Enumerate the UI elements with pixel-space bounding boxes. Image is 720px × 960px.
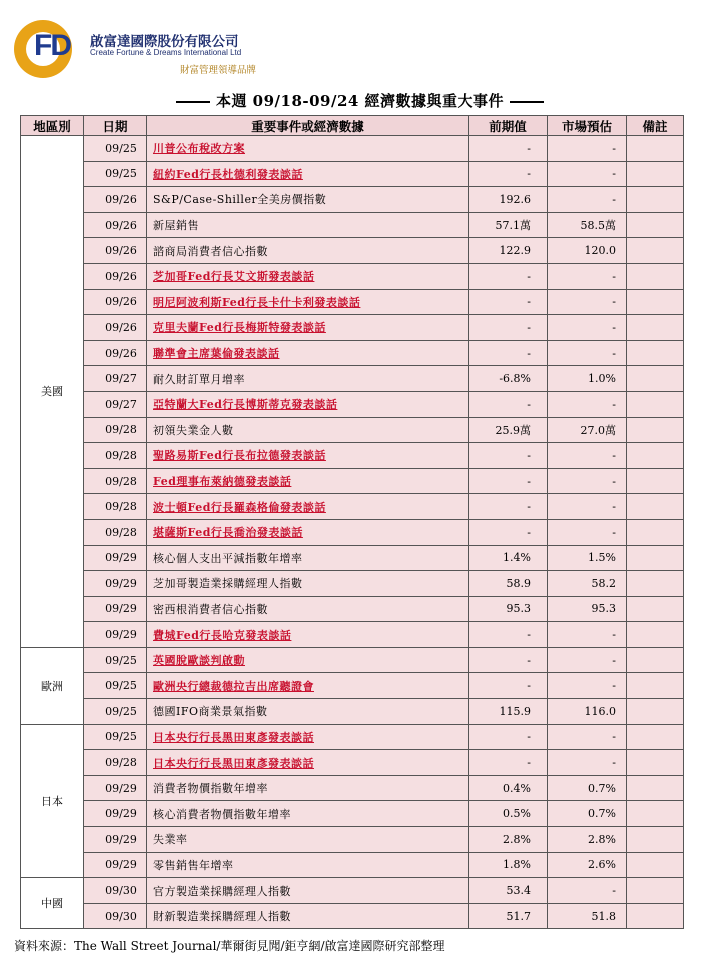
forecast-value-cell: - [548,315,627,341]
note-cell [627,136,684,162]
date-cell: 09/25 [84,161,147,187]
table-row [21,903,684,929]
forecast-value-cell: - [548,673,627,699]
region-cell: 中國 [21,878,84,929]
event-cell: 亞特蘭大Fed行長博斯蒂克發表談話 [147,391,469,417]
table-row [21,417,684,443]
date-cell: 09/29 [84,801,147,827]
forecast-value-cell: 2.8% [548,827,627,853]
date-cell: 09/28 [84,494,147,520]
event-cell: 明尼阿波利斯Fed行長卡什卡利發表談話 [147,289,469,315]
date-cell: 09/30 [84,878,147,904]
header-forecast: 市場預估 [548,116,627,136]
event-cell: 歐洲央行總裁德拉吉出席聽證會 [147,673,469,699]
previous-value-cell: 58.9 [469,571,548,597]
note-cell [627,289,684,315]
previous-value-cell: 115.9 [469,699,548,725]
forecast-value-cell: - [548,750,627,776]
date-cell: 09/28 [84,417,147,443]
date-cell: 09/28 [84,443,147,469]
region-cell: 歐洲 [21,647,84,724]
forecast-value-cell: - [548,468,627,494]
note-cell [627,775,684,801]
source-footnote: 資料來源：The Wall Street Journal/華爾街見聞/鉅亨網/啟富達國際研究部整理 [14,939,445,953]
table-row [21,212,684,238]
date-cell: 09/25 [84,647,147,673]
table-row [21,136,684,162]
event-cell: 消費者物價指數年增率 [147,775,469,801]
table-row [21,161,684,187]
forecast-value-cell: 0.7% [548,801,627,827]
previous-value-cell: 51.7 [469,903,548,929]
previous-value-cell: - [469,673,548,699]
date-cell: 09/28 [84,468,147,494]
event-cell: 川普公布稅改方案 [147,136,469,162]
event-cell: 克里夫蘭Fed行長梅斯特發表談話 [147,315,469,341]
note-cell [627,494,684,520]
event-cell: 堪薩斯Fed行長喬治發表談話 [147,519,469,545]
note-cell [627,750,684,776]
note-cell [627,596,684,622]
note-cell [627,417,684,443]
forecast-value-cell: 51.8 [548,903,627,929]
date-cell: 09/26 [84,187,147,213]
previous-value-cell: 57.1萬 [469,212,548,238]
date-cell: 09/26 [84,238,147,264]
forecast-value-cell: 58.5萬 [548,212,627,238]
previous-value-cell: -6.8% [469,366,548,392]
table-row [21,647,684,673]
events-table [20,115,684,929]
note-cell [627,673,684,699]
title-dash-left [176,101,210,103]
previous-value-cell: - [469,443,548,469]
date-cell: 09/29 [84,775,147,801]
previous-value-cell: - [469,724,548,750]
event-cell: 芝加哥Fed行長艾文斯發表談話 [147,263,469,289]
note-cell [627,545,684,571]
company-english-name: Create Fortune & Dreams International Ltd [90,48,242,57]
table-row [21,468,684,494]
date-cell: 09/28 [84,519,147,545]
note-cell [627,391,684,417]
event-cell: S&P/Case-Shiller全美房價指數 [147,187,469,213]
table-row [21,775,684,801]
table-row [21,571,684,597]
date-cell: 09/30 [84,903,147,929]
note-cell [627,187,684,213]
previous-value-cell: - [469,340,548,366]
event-cell: 諮商局消費者信心指數 [147,238,469,264]
previous-value-cell: 0.5% [469,801,548,827]
previous-value-cell: 1.8% [469,852,548,878]
table-row [21,263,684,289]
event-cell: 芝加哥製造業採購經理人指數 [147,571,469,597]
note-cell [627,366,684,392]
note-cell [627,315,684,341]
table-row [21,340,684,366]
date-cell: 09/26 [84,315,147,341]
event-cell: 德國IFO商業景氣指數 [147,699,469,725]
forecast-value-cell: 1.0% [548,366,627,392]
date-cell: 09/26 [84,340,147,366]
table-row [21,878,684,904]
event-cell: 官方製造業採購經理人指數 [147,878,469,904]
note-cell [627,724,684,750]
event-cell: 費城Fed行長哈克發表談話 [147,622,469,648]
table-body [21,136,684,929]
forecast-value-cell: - [548,136,627,162]
table-row [21,724,684,750]
title-text: 本週 09/18-09/24 經濟數據與重大事件 [215,92,505,110]
forecast-value-cell: 1.5% [548,545,627,571]
note-cell [627,443,684,469]
previous-value-cell: - [469,468,548,494]
previous-value-cell: 25.9萬 [469,417,548,443]
event-cell: 密西根消費者信心指數 [147,596,469,622]
table-row [21,289,684,315]
event-cell: 日本央行行長黑田東彥發表談話 [147,724,469,750]
previous-value-cell: 53.4 [469,878,548,904]
table-row [21,750,684,776]
forecast-value-cell: - [548,519,627,545]
forecast-value-cell: - [548,340,627,366]
previous-value-cell: 122.9 [469,238,548,264]
date-cell: 09/28 [84,750,147,776]
note-cell [627,699,684,725]
forecast-value-cell: - [548,187,627,213]
page-title [0,90,720,111]
forecast-value-cell: - [548,289,627,315]
date-cell: 09/27 [84,391,147,417]
previous-value-cell: - [469,136,548,162]
previous-value-cell: - [469,315,548,341]
note-cell [627,161,684,187]
forecast-value-cell: 95.3 [548,596,627,622]
event-cell: 新屋銷售 [147,212,469,238]
date-cell: 09/25 [84,673,147,699]
note-cell [627,340,684,366]
date-cell: 09/25 [84,724,147,750]
date-cell: 09/29 [84,545,147,571]
forecast-value-cell: 0.7% [548,775,627,801]
date-cell: 09/29 [84,596,147,622]
table-row [21,519,684,545]
previous-value-cell: - [469,622,548,648]
header-note: 備註 [627,116,684,136]
note-cell [627,468,684,494]
note-cell [627,212,684,238]
note-cell [627,903,684,929]
table-row [21,494,684,520]
previous-value-cell: - [469,647,548,673]
company-name: 啟富達國際股份有限公司 [90,34,239,49]
event-cell: 波士頓Fed行長羅森格倫發表談話 [147,494,469,520]
header-previous: 前期值 [469,116,548,136]
header-date: 日期 [84,116,147,136]
table-row [21,238,684,264]
forecast-value-cell: - [548,443,627,469]
table-row [21,827,684,853]
event-cell: 聖路易斯Fed行長布拉德發表談話 [147,443,469,469]
event-cell: 英國脫歐談判啟動 [147,647,469,673]
forecast-value-cell: 120.0 [548,238,627,264]
date-cell: 09/26 [84,289,147,315]
region-cell: 美國 [21,136,84,648]
logo-mark: FD [34,29,70,62]
note-cell [627,647,684,673]
table-header-row [21,116,684,136]
note-cell [627,238,684,264]
date-cell: 09/26 [84,212,147,238]
table-row [21,852,684,878]
note-cell [627,571,684,597]
previous-value-cell: 2.8% [469,827,548,853]
date-cell: 09/25 [84,699,147,725]
forecast-value-cell: 116.0 [548,699,627,725]
event-cell: 零售銷售年增率 [147,852,469,878]
previous-value-cell: - [469,750,548,776]
company-slogan: 財富管理領導品牌 [180,65,257,76]
table-row [21,366,684,392]
table-row [21,443,684,469]
event-cell: 日本央行行長黑田東彥發表談話 [147,750,469,776]
previous-value-cell: - [469,161,548,187]
event-cell: 財新製造業採購經理人指數 [147,903,469,929]
event-cell: 紐約Fed行長杜德利發表談話 [147,161,469,187]
table-row [21,545,684,571]
company-logo [14,20,257,84]
note-cell [627,852,684,878]
previous-value-cell: - [469,494,548,520]
forecast-value-cell: 2.6% [548,852,627,878]
title-dash-right [510,101,544,103]
header-event: 重要事件或經濟數據 [147,116,469,136]
date-cell: 09/25 [84,136,147,162]
previous-value-cell: - [469,519,548,545]
table-row [21,315,684,341]
table-row [21,596,684,622]
forecast-value-cell: - [548,391,627,417]
event-cell: 耐久財訂單月增率 [147,366,469,392]
table-row [21,699,684,725]
forecast-value-cell: - [548,724,627,750]
table-row [21,673,684,699]
note-cell [627,878,684,904]
note-cell [627,827,684,853]
date-cell: 09/29 [84,622,147,648]
forecast-value-cell: - [548,622,627,648]
date-cell: 09/26 [84,263,147,289]
previous-value-cell: 0.4% [469,775,548,801]
forecast-value-cell: 58.2 [548,571,627,597]
forecast-value-cell: - [548,263,627,289]
table-row [21,187,684,213]
note-cell [627,622,684,648]
forecast-value-cell: - [548,161,627,187]
event-cell: Fed理事布萊納德發表談話 [147,468,469,494]
header-region: 地區別 [21,116,84,136]
event-cell: 初領失業金人數 [147,417,469,443]
forecast-value-cell: 27.0萬 [548,417,627,443]
event-cell: 核心消費者物價指數年增率 [147,801,469,827]
note-cell [627,263,684,289]
date-cell: 09/29 [84,827,147,853]
note-cell [627,519,684,545]
table-row [21,622,684,648]
note-cell [627,801,684,827]
previous-value-cell: - [469,263,548,289]
event-cell: 核心個人支出平減指數年增率 [147,545,469,571]
forecast-value-cell: - [548,878,627,904]
region-cell: 日本 [21,724,84,878]
event-cell: 聯準會主席葉倫發表談話 [147,340,469,366]
table-row [21,801,684,827]
forecast-value-cell: - [548,494,627,520]
table-row [21,391,684,417]
previous-value-cell: 1.4% [469,545,548,571]
date-cell: 09/27 [84,366,147,392]
previous-value-cell: - [469,289,548,315]
previous-value-cell: - [469,391,548,417]
event-cell: 失業率 [147,827,469,853]
date-cell: 09/29 [84,571,147,597]
forecast-value-cell: - [548,647,627,673]
date-cell: 09/29 [84,852,147,878]
previous-value-cell: 95.3 [469,596,548,622]
previous-value-cell: 192.6 [469,187,548,213]
